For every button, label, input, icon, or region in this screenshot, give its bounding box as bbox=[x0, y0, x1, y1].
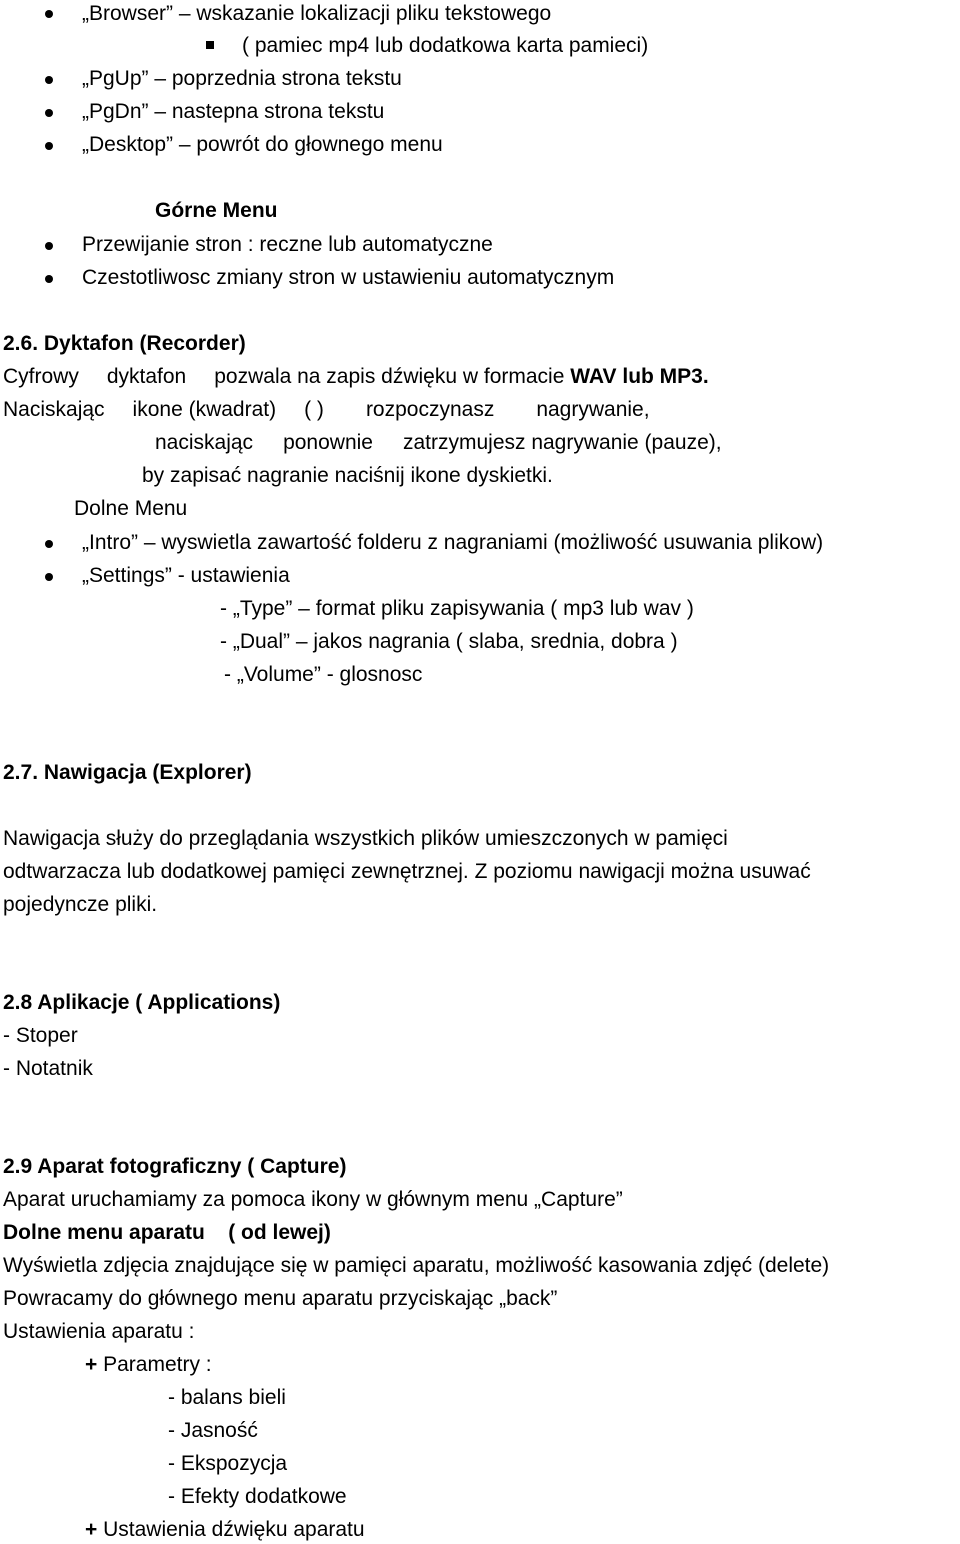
bullet-icon bbox=[45, 573, 53, 581]
paragraph-line: Powracamy do głównego menu aparatu przyciskając „back” bbox=[3, 1287, 558, 1310]
section-subheading: Dolne Menu bbox=[74, 497, 188, 520]
square-bullet-icon bbox=[206, 41, 214, 49]
list-item: „Desktop” – powrót do głownego menu bbox=[82, 133, 443, 156]
list-item: - Ekspozycja bbox=[168, 1452, 288, 1475]
text: pozwala na zapis dźwięku w formacie bbox=[214, 365, 565, 388]
text: zatrzymujesz nagrywanie (pauze), bbox=[402, 431, 722, 454]
bullet-icon bbox=[45, 142, 53, 150]
format-text: WAV lub MP3. bbox=[570, 365, 709, 388]
list-item: „PgUp” – poprzednia strona tekstu bbox=[82, 67, 402, 90]
list-item bbox=[85, 1516, 365, 1544]
paragraph-line: Aparat uruchamiamy za pomoca ikony w głównym menu „Capture” bbox=[3, 1188, 623, 1211]
text: naciskając bbox=[155, 431, 254, 454]
list-item: - balans bieli bbox=[168, 1386, 286, 1409]
paragraph-line: Nawigacja służy do przeglądania wszystkich plików umieszczonych w pamięci bbox=[3, 827, 728, 850]
list-item: „Intro” – wyswietla zawartość folderu z nagraniami (możliwość usuwania plikow) bbox=[82, 531, 824, 554]
list-item: - Stoper bbox=[3, 1024, 78, 1047]
text: Parametry : bbox=[97, 1353, 212, 1376]
list-item: - Notatnik bbox=[3, 1057, 93, 1080]
bullet-icon bbox=[45, 76, 53, 84]
text: ( ) bbox=[304, 398, 324, 421]
list-item bbox=[85, 1351, 212, 1379]
list-item: - Jasność bbox=[168, 1419, 258, 1442]
text: Naciskając bbox=[3, 398, 105, 421]
paragraph-line: by zapisać nagranie naciśnij ikone dyskietki. bbox=[142, 464, 553, 487]
bullet-icon bbox=[45, 242, 53, 250]
text: ponownie bbox=[283, 431, 373, 454]
section-heading: 2.7. Nawigacja (Explorer) bbox=[3, 761, 252, 784]
section-subheading: Dolne menu aparatu ( od lewej) bbox=[3, 1221, 331, 1244]
text: rozpoczynasz bbox=[365, 398, 495, 421]
bullet-icon bbox=[45, 109, 53, 117]
paragraph-line bbox=[3, 396, 650, 424]
text: Cyfrowy bbox=[3, 365, 79, 388]
paragraph-line: Ustawienia aparatu : bbox=[3, 1320, 195, 1343]
list-item: ( pamiec mp4 lub dodatkowa karta pamieci) bbox=[242, 34, 649, 57]
section-heading: 2.9 Aparat fotograficzny ( Capture) bbox=[3, 1155, 347, 1178]
text: Ustawienia dźwięku aparatu bbox=[97, 1518, 365, 1541]
plus-icon: + bbox=[85, 1353, 98, 1376]
list-item: „Browser” – wskazanie lokalizacji pliku tekstowego bbox=[82, 2, 552, 25]
text: nagrywanie, bbox=[536, 398, 650, 421]
list-item: Czestotliwosc zmiany stron w ustawieniu automatycznym bbox=[82, 266, 615, 289]
bullet-icon bbox=[45, 10, 53, 18]
paragraph-line bbox=[3, 363, 709, 391]
section-heading: 2.8 Aplikacje ( Applications) bbox=[3, 991, 281, 1014]
list-item: - Efekty dodatkowe bbox=[168, 1485, 347, 1508]
list-item: „PgDn” – nastepna strona tekstu bbox=[82, 100, 385, 123]
paragraph-line: odtwarzacza lub dodatkowej pamięci zewnętrznej. Z poziomu nawigacji można usuwać bbox=[3, 860, 811, 883]
text: dyktafon bbox=[106, 365, 187, 388]
paragraph-line: Wyświetla zdjęcia znajdujące się w pamięci aparatu, możliwość kasowania zdjęć (delete) bbox=[3, 1254, 830, 1277]
section-subheading: Górne Menu bbox=[155, 199, 278, 222]
list-item: - „Dual” – jakos nagrania ( slaba, srednia, dobra ) bbox=[220, 630, 678, 653]
text: ikone (kwadrat) bbox=[132, 398, 277, 421]
bullet-icon bbox=[45, 540, 53, 548]
plus-icon: + bbox=[85, 1518, 98, 1541]
list-item: - „Volume” - glosnosc bbox=[224, 663, 423, 686]
list-item: Przewijanie stron : reczne lub automatyczne bbox=[82, 233, 493, 256]
bullet-icon bbox=[45, 275, 53, 283]
paragraph-line bbox=[155, 429, 722, 457]
section-heading: 2.6. Dyktafon (Recorder) bbox=[3, 332, 246, 355]
list-item: „Settings” - ustawienia bbox=[82, 564, 290, 587]
paragraph-line: pojedyncze pliki. bbox=[3, 893, 158, 916]
list-item: - „Type” – format pliku zapisywania ( mp3 lub wav ) bbox=[220, 597, 694, 620]
